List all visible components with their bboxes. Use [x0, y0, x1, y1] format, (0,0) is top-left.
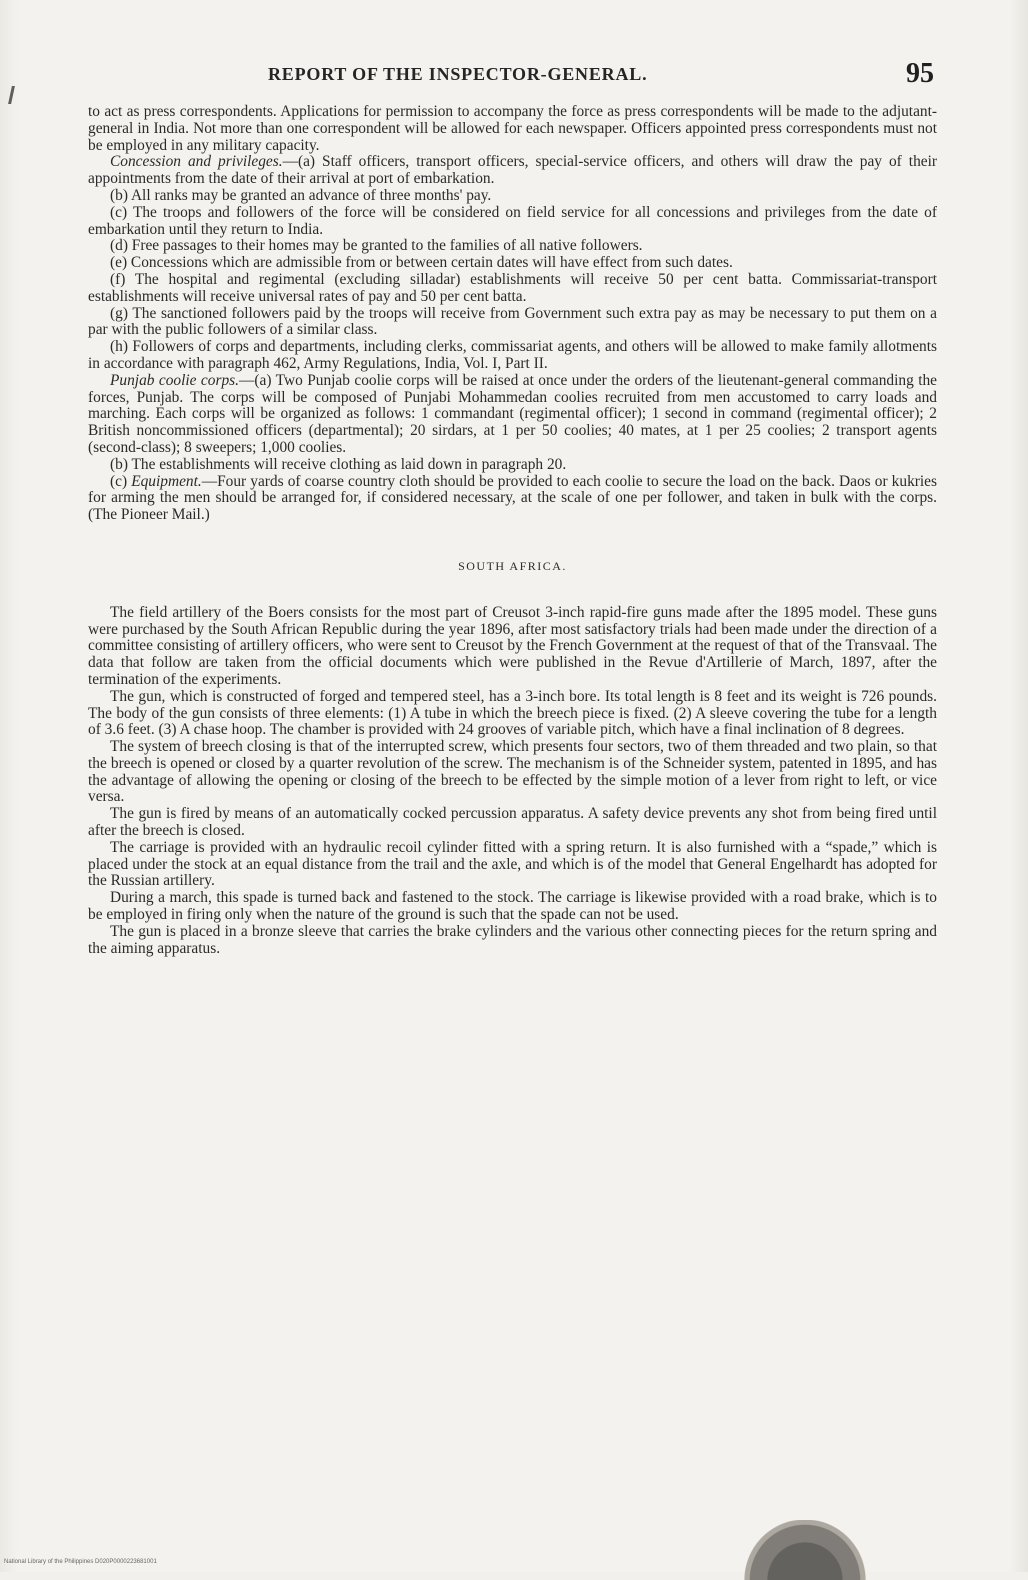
paragraph-text: —(a) Two Punjab coolie corps will be raised at once under the orders of the lieutenant-general commanding the forces, Punjab. The corps will be composed of Punjabi Mohammedan coolies recruited from men accustomed to carry loads and marching. Each corps will be organized as follows: 1 commandant (regimental officer); 1 second in command (regimental officer); 2 British noncommissioned officers (departmental); 20 sirdars, at 1 per 50 coolies; 40 mates, at 1 per 25 coolies; 2 transport agents (second-class); 8 sweepers; 1,000 coolies. [88, 371, 938, 456]
section-title: SOUTH AFRICA. [458, 558, 567, 573]
paragraph-concessions-h [88, 339, 937, 373]
paragraph-breech-system [88, 739, 937, 806]
paragraph-text: The carriage is provided with an hydraulic recoil cylinder fitted with a spring return. It is also furnished with a “spade,” which is placed under the stock at an equal distance from the trail and the axle, and which is of the model that General Engelhardt has adopted for the Russian artillery. [88, 838, 937, 890]
paragraph-gun-construction [88, 689, 937, 739]
paragraph-text: During a march, this spade is turned back and fastened to the stock. The carriage is likewise provided with a road brake, which is to be employed in firing only when the nature of the ground is such that the spade can not be used. [88, 889, 937, 924]
paragraph-concessions-g [88, 306, 937, 340]
scanner-thumb-shadow [740, 1520, 870, 1580]
margin-ink-mark [8, 86, 23, 104]
page-number: 95 [906, 58, 934, 89]
paragraph-concessions-f [88, 272, 937, 306]
paragraph-concessions-d [88, 238, 937, 255]
paragraph-text: (f) The hospital and regimental (excluding silladar) establishments will receive 50 per cent batta. Commissariat-transport establishments will receive universal rates of pay and 50 per cent batta. [88, 270, 937, 305]
paragraph-bronze-sleeve [88, 924, 937, 958]
paragraph-text: (b) All ranks may be granted an advance of three months' pay. [110, 186, 492, 204]
paragraph-text: to act as press correspondents. Applications for permission to accompany the force as press correspondents will be made to the adjutant-general in India. Not more than one correspondent will be allowed for each newspaper. Officers appointed press correspondents must not be employed in any military capacity. [88, 103, 937, 154]
paragraph-firing-apparatus [88, 806, 937, 840]
paragraph-equipment [88, 474, 937, 524]
paragraph-text: The field artillery of the Boers consists for the most part of Creusot 3-inch rapid-fire guns made after the 1895 model. These guns were purchased by the South African Republic during the year 1896, after most satisfactory trials had been made under the direction of a committee consisting of artillery officers, who were sent to Creusot by the French Government at the request of that of the Transvaal. The data that follow are taken from the official documents which were published in the Revue d'Artillerie of March, 1897, after the termination of the experiments. [88, 603, 937, 688]
paragraph-coolie-corps-b [88, 457, 937, 474]
run-in-heading: Punjab coolie corps. [110, 371, 239, 389]
paragraph-text: (b) The establishments will receive clothing as laid down in paragraph 20. [110, 455, 567, 473]
paragraph-text: (e) Concessions which are admissible from or between certain dates will have effect from such dates. [110, 254, 733, 272]
paragraph-prefix: (c) [110, 472, 132, 490]
paragraph-text: The gun, which is constructed of forged and tempered steel, has a 3-inch bore. Its total length is 8 feet and its weight is 726 pounds. The body of the gun consists of three elements: (1) A tube in which the breech piece is fixed. (2) A sleeve covering the tube for a length of 3.6 feet. (3) A chase hoop. The chamber is provided with 24 grooves of variable pitch, which have a final inclination of 8 degrees. [88, 687, 937, 739]
paragraph-text: The gun is placed in a bronze sleeve that carries the brake cylinders and the various other connecting pieces for the return spring and the aiming apparatus. [88, 922, 937, 957]
page-header [88, 58, 940, 92]
paragraph-text: The system of breech closing is that of the interrupted screw, which presents four sectors, two of them threaded and two plain, so that the breech is opened or closed by a quarter revolution of the screw. The mechanism is of the Schneider system, patented in 1895, and has the advantage of allowing the opening or closing of the breech to be effected by the simple motion of a lever from right to left, or vice versa. [88, 738, 937, 806]
paragraph-press-correspondents [88, 104, 937, 154]
paragraph-text: The gun is fired by means of an automatically cocked percussion apparatus. A safety device prevents any shot from being fired until after the breech is closed. [88, 805, 937, 840]
paragraph-boer-artillery [88, 605, 937, 689]
paragraph-text: (d) Free passages to their homes may be granted to the families of all native followers. [110, 237, 643, 255]
running-head: REPORT OF THE INSPECTOR-GENERAL. [268, 64, 648, 84]
paragraph-concessions-a [88, 154, 937, 188]
run-in-heading: Concession and privileges. [110, 153, 283, 171]
page-body [88, 104, 937, 957]
paragraph-text: —(a) Staff officers, transport officers, special-service officers, and others will draw the pay of their appointments from the date of their arrival at port of embarkation. [88, 153, 937, 188]
paragraph-concessions-c [88, 205, 937, 239]
paragraph-text: (h) Followers of corps and departments, including clerks, commissariat agents, and others will be allowed to make family allotments in accordance with paragraph 462, Army Regulations, India, Vol. I, Part II. [88, 338, 937, 372]
paragraph-text: (c) The troops and followers of the force will be considered on field service for all concessions and privileges from the date of embarkation until they return to India. [88, 203, 937, 238]
paragraph-text: —Four yards of coarse country cloth should be provided to each coolie to secure the load on the back. Daos or kukries for arming the men should be arranged for, if considered necessary, at the scale of one per follower, and taken in bulk with the corps. (The Pioneer Mail.) [88, 472, 937, 524]
paragraph-coolie-corps-a [88, 373, 937, 457]
paragraph-march-spade [88, 890, 937, 924]
paragraph-concessions-b [88, 188, 937, 205]
scan-footer-note: National Library of the Philippines D020P0000223681001 [4, 1559, 157, 1565]
paragraph-carriage [88, 840, 937, 890]
run-in-heading: Equipment. [131, 472, 202, 490]
paragraph-text: (g) The sanctioned followers paid by the troops will receive from Government such extra pay as may be necessary to put them on a par with the public followers of a similar class. [88, 304, 937, 339]
paragraph-concessions-e [88, 255, 937, 272]
